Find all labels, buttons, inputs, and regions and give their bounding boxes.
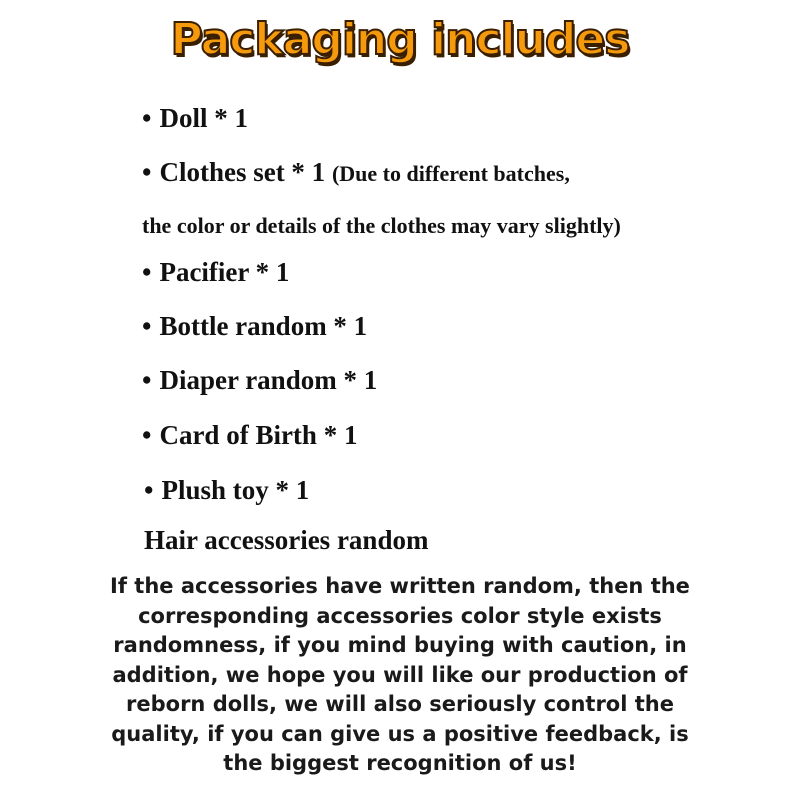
item-label: Bottle random * 1 (159, 311, 368, 341)
item-label: Plush toy * 1 (161, 475, 310, 505)
item-label: Pacifier * 1 (159, 257, 290, 287)
list-item-doll (142, 102, 248, 134)
bullet: • (142, 420, 152, 450)
item-label: Doll * 1 (159, 103, 248, 133)
bullet: • (142, 311, 152, 341)
hair-accessories-line: Hair accessories random (144, 525, 429, 555)
item-label: Clothes set * 1 (159, 157, 326, 187)
bullet: • (144, 475, 154, 505)
page-title: Packaging includes (170, 14, 630, 65)
item-label: Card of Birth * 1 (159, 420, 358, 450)
list-item-pacifier (142, 256, 289, 288)
list-item-bottle (142, 310, 367, 342)
list-item-birth-card (142, 419, 357, 451)
list-item-plush-toy (144, 474, 309, 506)
bullet: • (142, 365, 152, 395)
bullet: • (142, 103, 152, 133)
random-accessories-notice: If the accessories have written random, then the corresponding accessories color style exists randomness, if you mind buying with caution, in addition, we hope you will like our production of reborn dolls, we will also seriously control the quality, if you can give us a positive feedback, is the biggest recognition of us! (110, 574, 690, 775)
clothes-note-continued: the color or details of the clothes may vary slightly) (142, 213, 621, 238)
clothes-note: (Due to different batches, (331, 161, 570, 186)
item-label: Diaper random * 1 (159, 365, 378, 395)
bullet: • (142, 257, 152, 287)
bullet: • (142, 157, 152, 187)
list-item-diaper (142, 364, 377, 396)
list-item-clothes (142, 156, 570, 190)
